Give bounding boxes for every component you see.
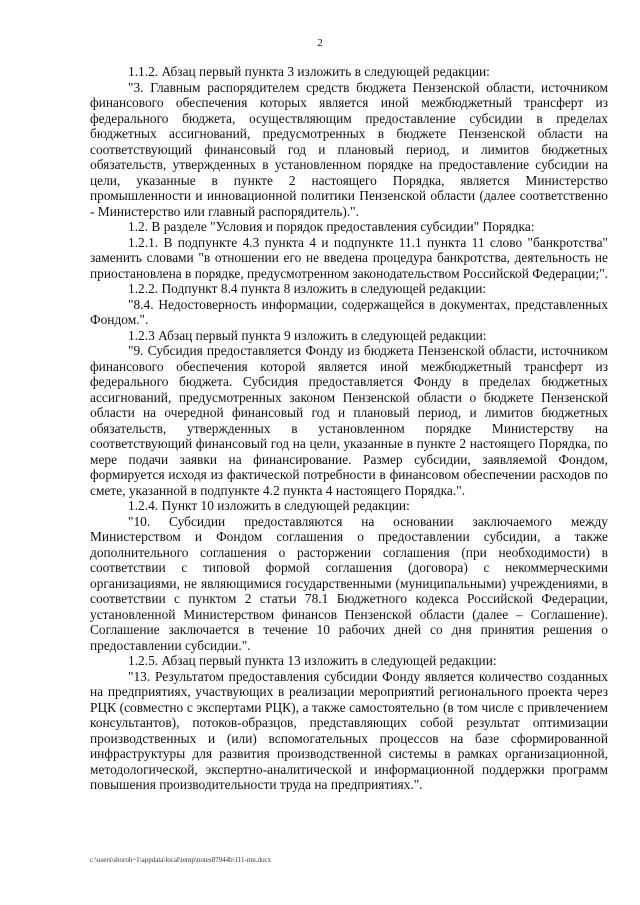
paragraph-1-2-2: 1.2.2. Подпункт 8.4 пункта 8 изложить в следующей редакции: bbox=[128, 281, 487, 296]
file-path-footer: c:\users\shoroh~1\appdata\local\temp\notes87944b\111-mn.docx bbox=[90, 856, 272, 864]
paragraph-point-10: "10. Субсидии предоставляются на основании заключаемого между Министерством и Фондом соглашения о предоставлении субсидии, а также дополнительного соглашения о расторжении соглашения (при необходимости) в соответствии с типовой формой соглашения (договора) с некоммерческими организациями, не являющимися государственными (муниципальными) учреждениями, в соответствии с пунктом 2 статьи 78.1 Бюджетного кодекса Российской Федерации, установленной Министерством финансов Пензенской области (далее – Соглашение). Соглашение заключается в течение 10 рабочих дней со дня принятия решения о предоставлении субсидии.". bbox=[90, 513, 608, 653]
paragraph-point-13: "13. Результатом предоставления субсидии Фонду является количество созданных на предприятиях, участвующих в реализации мероприятий регионального проекта через РЦК (совместно с экспертами РЦК), а также самостоятельно (в том числе с привлечением консультантов), потоков-образцов, представляющих собой результат оптимизации производственных и (или) вспомогательных процессов на базе сформированной инфраструктуры для развития производственной системы в рамках организационной, методологической, экспертно-аналитической и информационной поддержки программ повышения производительности труда на предприятиях.". bbox=[90, 668, 608, 792]
paragraph-1-2: 1.2. В разделе "Условия и порядок предоставления субсидии" Порядка: bbox=[128, 219, 535, 234]
paragraph-1-2-1: 1.2.1. В подпункте 4.3 пункта 4 и подпункте 11.1 пункта 11 слово "банкротства" заменить словами "в отношении его не введена процедура банкротства, деятельность не приостановлена в порядке, предусмотренном законодательством Российской Федерации;". bbox=[90, 234, 609, 281]
paragraph-point-8-4: "8.4. Недостоверность информации, содержащейся в документах, представленных Фондом.". bbox=[90, 296, 608, 327]
paragraph-1-2-5: 1.2.5. Абзац первый пункта 13 изложить в следующей редакции: bbox=[128, 653, 497, 668]
paragraph-1-2-4: 1.2.4. Пункт 10 изложить в следующей редакции: bbox=[128, 498, 410, 513]
paragraph-point-3: "3. Главным распорядителем средств бюджета Пензенской области, источником финансового обеспечения которых является иной межбюджетный трансферт из федерального бюджета, осуществляющим предоставление субсидии в пределах бюджетных ассигнований, предусмотренных в бюджете Пензенской области на соответствующий финансовый год и плановый период, и лимитов бюджетных обязательств, утвержденных в установленном порядке на предоставление субсидии на цели, указанные в пункте 2 настоящего Порядка, является Министерство промышленности и инновационной политики Пензенской области (далее соответственно - Министерство или главный распорядитель).". bbox=[90, 79, 608, 219]
page-number: 2 bbox=[317, 37, 323, 49]
paragraph-1-2-3: 1.2.3 Абзац первый пункта 9 изложить в следующей редакции: bbox=[128, 327, 487, 343]
paragraph-point-9: "9. Субсидия предоставляется Фонду из бюджета Пензенской области, источником финансового обеспечения которой является иной межбюджетный трансферт из федерального бюджета. Субсидия предоставляется Фонду в пределах бюджетных ассигнований, предусмотренных законом Пензенской области о бюджете Пензенской области на очередной финансовый год и плановый период, и лимитов бюджетных обязательств, утвержденных в установленном порядке Министерству на соответствующий финансовый год на цели, указанные в пункте 2 настоящего Порядка, по мере подачи заявки на финансирование. Размер субсидии, заявляемой Фондом, формируется исходя из фактической потребности в финансовом обеспечении расходов по смете, указанной в подпункте 4.2 пункта 4 настоящего Порядка.". bbox=[90, 343, 608, 498]
document-body bbox=[90, 64, 608, 793]
paragraph-1-1-2: 1.1.2. Абзац первый пункта 3 изложить в следующей редакции: bbox=[128, 64, 490, 79]
